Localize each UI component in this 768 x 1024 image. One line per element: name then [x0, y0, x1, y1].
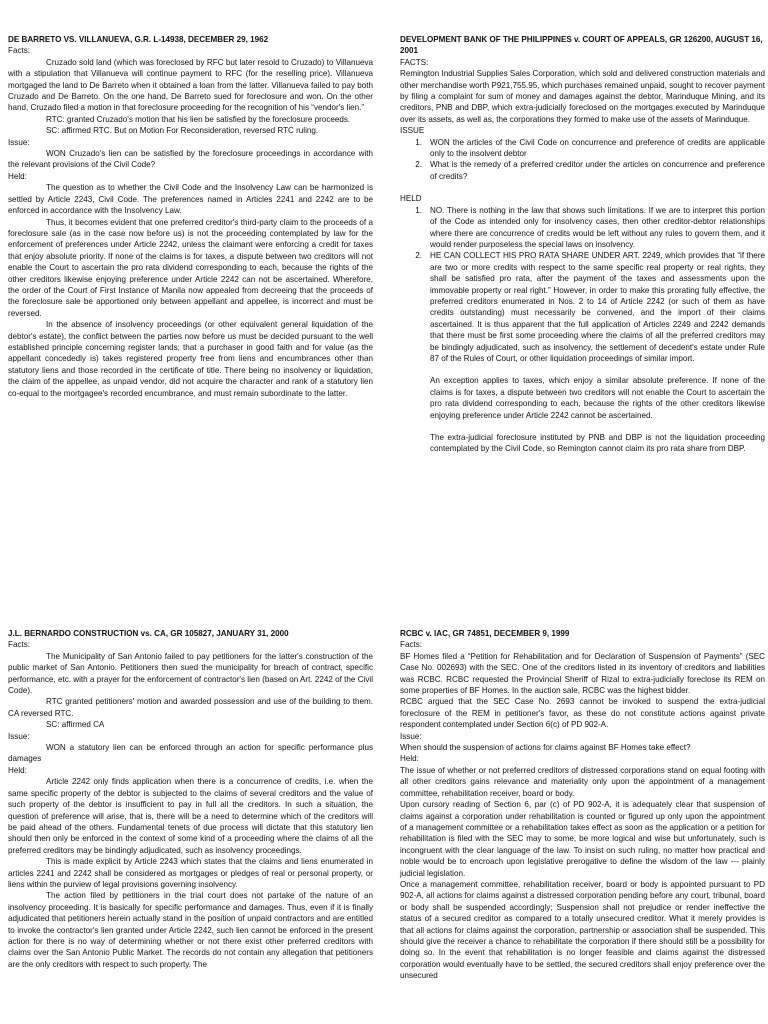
facts-label: Facts:	[8, 46, 31, 56]
facts-label: Facts:	[8, 640, 31, 650]
held-paragraph: Article 2242 only finds application when there is a concurrence of credits, i.e. when the same specific property of the debtor is subjected to the claims of several creditors and the value of such property of the debtor is insufficient to pay in full all the creditors. In such a situation, the question of preference will arise, that is, there will be a need to determine which of the creditors will be paid ahead of the others. Fundamental tenets of due process will dictate that this statutory lien should then only be enforced in the context of some kind of a proceeding where the claims of all the preferred creditors may be bindingly adjudicated, such as insolvency proceedings.	[8, 777, 373, 855]
held-paragraph: The action filed by petitioners in the trial court does not partake of the nature of an insolvency proceeding. It is basically for specific performance and damages. Thus, even if it is finally adjudicated that petitioners herein actually stand in the position of unpaid contractors and are entitled to invoke the contractor's lien granted under Article 2242, such lien cannot be enforced in the present action for there is no way of determining whether or not there exist other preferred creditors with claims over the San Antonio Public Market. The records do not contain any allegation that petitioners are the only creditors with respect to such property. The	[8, 891, 373, 969]
facts-paragraph: Cruzado sold land (which was foreclosed by RFC but later resold to Cruzado) to Villanueva with a stipulation that Villanueva will continue payment to RFC (for the reselling price). Villanueva mortgaged the land to De Barreto when it obtained a loan from the latter. Villanueva failed to pay both Cruzado and De Barreto. On the one hand, De Barreto sued for foreclosure and won. On the other hand, Cruzado filed a motion in that foreclosure proceeding for the recognition of his “vendor's lien.”	[8, 57, 373, 113]
held-text: HE CAN COLLECT HIS PRO RATA SHARE UNDER ART. 2249, which provides that “if there are two or more credits with respect to the same specific real property or real rights, they shall be satisfied pro rata, after the payment of the taxes and assessments upon the immovable property or real right.” However, in order to make this prorating fully effective, the preferred creditors enumerated in Nos. 2 to 14 of Article 2242 (or such of them as have credits outstanding) must necessarily be convened, and the import of their claims ascertained. It is thus apparent that the full application of Articles 2249 and 2242 demands that there must be first some proceeding where the claims of all the preferred creditors may be bindingly adjudicated, such as insolvency, the settlement of decedent's estate under Rule 87 of the Rules of Court, or other liquidation proceedings of similar import.	[430, 251, 765, 363]
issue-label: ISSUE	[400, 126, 425, 136]
note-item	[400, 375, 765, 421]
held-paragraph: The question as to whether the Civil Code and the Insolvency Law can be harmonized is settled by Article 2243, Civil Code. The preferences named in Articles 2241 and 2242 are to be enforced in accordance with the Insolvency Law.	[8, 183, 373, 216]
held-number: 1.	[415, 205, 422, 215]
held-label: Held:	[8, 171, 27, 181]
issue-label: Issue:	[400, 731, 422, 741]
case-rcbc-v-iac	[400, 628, 765, 982]
issue-paragraph: When should the suspension of actions for claims against BF Homes take effect?	[400, 743, 691, 753]
facts-paragraph: SC: affirmed RTC. But on Motion For Reconsideration, reversed RTC ruling.	[46, 126, 319, 136]
held-label: HELD	[400, 194, 422, 204]
facts-paragraph: RTC: granted Cruzado's motion that his lien be satisfied by the foreclosure proceeds.	[46, 114, 351, 124]
facts-paragraph: RCBC argued that the SEC Case No. 2693 cannot be invoked to suspend the extra-judicial foreclosure of the REM in petitioner's favor, as these do not constitute actions against private respondent contemplated under Section 6(c) of PD 902-A.	[400, 697, 765, 730]
issue-number: 2.	[415, 160, 422, 170]
issue-item	[400, 159, 765, 182]
held-paragraph: Upon cursory reading of Section 6, par (c) of PD 902-A, it is adequately clear that suspension of claims against a corporation under rehabilitation is counted or figured up only upon the appointment of a management committee or a rehabilitation takes effect as soon as the application or a petition for rehabilitation is filed with the SEC may to some, be more logical and wise but unfortunately, such is incongruent with the clear language of the law. To insist on such ruling, no matter how practical and noble would be to encroach upon legislative prerogative to define the wisdom of the law --- plainly judicial legislation.	[400, 800, 765, 878]
held-paragraph: In the absence of insolvency proceedings (or other equivalent general liquidation of the debtor's estate), the conflict between the parties now before us must be decided pursuant to the well established principle concerning register lands; that a purchaser in good faith and for value (as the appellant concededly is) takes registered property free from liens and encumbrances other than statutory liens and those recorded in the certificate of title. There being no insolvency or liquidation, the claim of the appellee, as unpaid vendor, did not acquire the character and rank of a statutory lien co-equal to the mortgagee's recorded encumbrance, and must remain subordinate to the latter.	[8, 320, 373, 398]
note-paragraph: An exception applies to taxes, which enjoy a similar absolute preference. If none of the claims is for taxes, a dispute between two creditors will not enable the Court to ascertain the pro rata dividend corresponding to each, because the rights of the other creditors likewise enjoying preference under Article 2242 cannot be ascertained.	[430, 376, 765, 420]
note-paragraph: The extra-judicial foreclosure instituted by PNB and DBP is not the liquidation proceeding contemplated by the Civil Code, so Remington cannot claim its pro rata share from DBP.	[430, 433, 765, 454]
facts-label: Facts:	[400, 640, 423, 650]
held-item	[400, 205, 765, 251]
issue-label: Issue:	[8, 731, 30, 741]
issue-paragraph: WON Cruzado's lien can be satisfied by the foreclosure proceedings in accordance with the relevant provisions of the Civil Code?	[8, 149, 373, 170]
held-label: Held:	[400, 754, 419, 764]
case-title: RCBC v. IAC, GR 74851, DECEMBER 9, 1999	[400, 629, 570, 638]
held-paragraph: Thus, it becomes evident that one preferred creditor's third-party claim to the proceeds of a foreclosure sale (as in the case now before us) is not the proceeding contemplated by law for the enforcement of preferences under Article 2242, unless the claimant were enforcing a credit for taxes that enjoy absolute priority. If none of the claims is for taxes, a dispute between two creditors will not enable the Court to ascertain the pro rata dividend corresponding to each, because the rights of the other creditors likewise enjoying preference under Article 2242 can not be ascertained. Wherefore, the order of the Court of First Instance of Manila now appealed from decreeing that the proceeds of the foreclosure sale be apportioned only between appellant and appellee, is incorrect and must be reversed.	[8, 217, 373, 318]
held-item	[400, 250, 765, 364]
note-item	[400, 432, 765, 455]
held-number: 2.	[415, 251, 422, 261]
held-label: Held:	[8, 765, 27, 775]
case-title: DEVELOPMENT BANK OF THE PHILIPPINES v. COURT OF APPEALS, GR 126200, AUGUST 16, 2001	[400, 35, 763, 56]
case-jl-bernardo	[8, 628, 373, 970]
issue-text: WON the articles of the Civil Code on concurrence and preference of credits are applicable only to the insolvent debtor	[430, 137, 765, 159]
facts-paragraph: The Municipality of San Antonio failed to pay petitioners for the latter's construction of the public market of San Antonio. Petitioners then sued the municipality for breach of contract, specific performance, etc. with a prayer for the enforcement of contractor's lien (based on Art. 2242 of the Civil Code).	[8, 651, 373, 696]
facts-paragraph: Remington Industrial Supplies Sales Corporation, which sold and delivered construction materials and other merchandise worth P921,755.95, which purchases remained unpaid, sought to recover payment by filing a complaint for sum of money and damages against the debtor, Marinduque Mining, and its creditors, PNB and DBP, which extra-judicially foreclosed on the mortgages executed by Marinduque over its assets, as well as, the corporations they formed to make use of the assets of Marinduque.	[400, 69, 765, 124]
facts-label: FACTS:	[400, 57, 429, 67]
issue-number: 1.	[415, 137, 422, 147]
facts-paragraph: BF Homes filed a “Petition for Rehabilitation and for Declaration of Suspension of Payments” (SEC Case No. 002693) with the SEC. One of the creditors listed in its inventory of creditors and liabilities was RCBC. RCBC requested the Provincial Sheriff of Rizal to extra-judicially foreclose its REM on some properties of BF Homes. In the auction sale, RCBC was the highest bidder.	[400, 651, 765, 696]
held-paragraph: This is made explicit by Article 2243 which states that the claims and liens enumerated in articles 2241 and 2242 shall be considered as mortgages or pledges of real or personal property, or liens within the purview of legal provisions governing insolvency.	[8, 857, 373, 889]
case-title: DE BARRETO VS. VILLANUEVA, G.R. L-14938, DECEMBER 29, 1962	[8, 35, 269, 44]
facts-paragraph: SC: affirmed CA	[46, 720, 105, 730]
held-text: NO. There is nothing in the law that shows such limitations. If we are to interpret this portion of the Code as intended only for insolvency cases, then other creditor-debtor relationships where there are concurrence of credits would be left without any rules to govern them, and it would render purposeless the special laws on insolvency.	[430, 205, 765, 249]
facts-paragraph: RTC granted petitioners' motion and awarded possession and use of the building to them. CA reversed RTC.	[8, 697, 373, 718]
case-dbp-v-ca	[400, 34, 765, 455]
issue-label: Issue:	[8, 137, 30, 147]
issue-item	[400, 137, 765, 160]
case-title: J.L. BERNARDO CONSTRUCTION vs. CA, GR 105827, JANUARY 31, 2000	[8, 629, 289, 638]
held-paragraph: Once a management committee, rehabilitation receiver, board or body is appointed pursuant to PD 902-A, all actions for claims against a distressed corporation pending before any court, tribunal, board or body shall be suspended accordingly; Suspension shall not prejudice or render ineffective the status of a secured creditor as compared to a totally unsecured creditor. What it merely provides is that all actions for claims against the corporation, partnership or association shall be suspended. This should give the receiver a chance to rehabilitate the corporation if there should still be a possibility for doing so. In the event that rehabilitation is no longer feasible and claims against the distressed corporation would eventually have to be settled, the secured creditors shall enjoy preference over the unsecured	[400, 879, 765, 981]
issue-paragraph: WON a statutory lien can be enforced through an action for specific performance plus damages	[8, 743, 373, 764]
issue-text: What is the remedy of a preferred creditor under the articles on concurrence and preference of credits?	[430, 160, 765, 181]
case-de-barreto	[8, 34, 373, 399]
held-paragraph: The issue of whether or not preferred creditors of distressed corporations stand on equal footing with all other creditors gains relevance and materiality only upon the appointment of a management committee, rehabilitation receiver, board or body.	[400, 765, 765, 798]
